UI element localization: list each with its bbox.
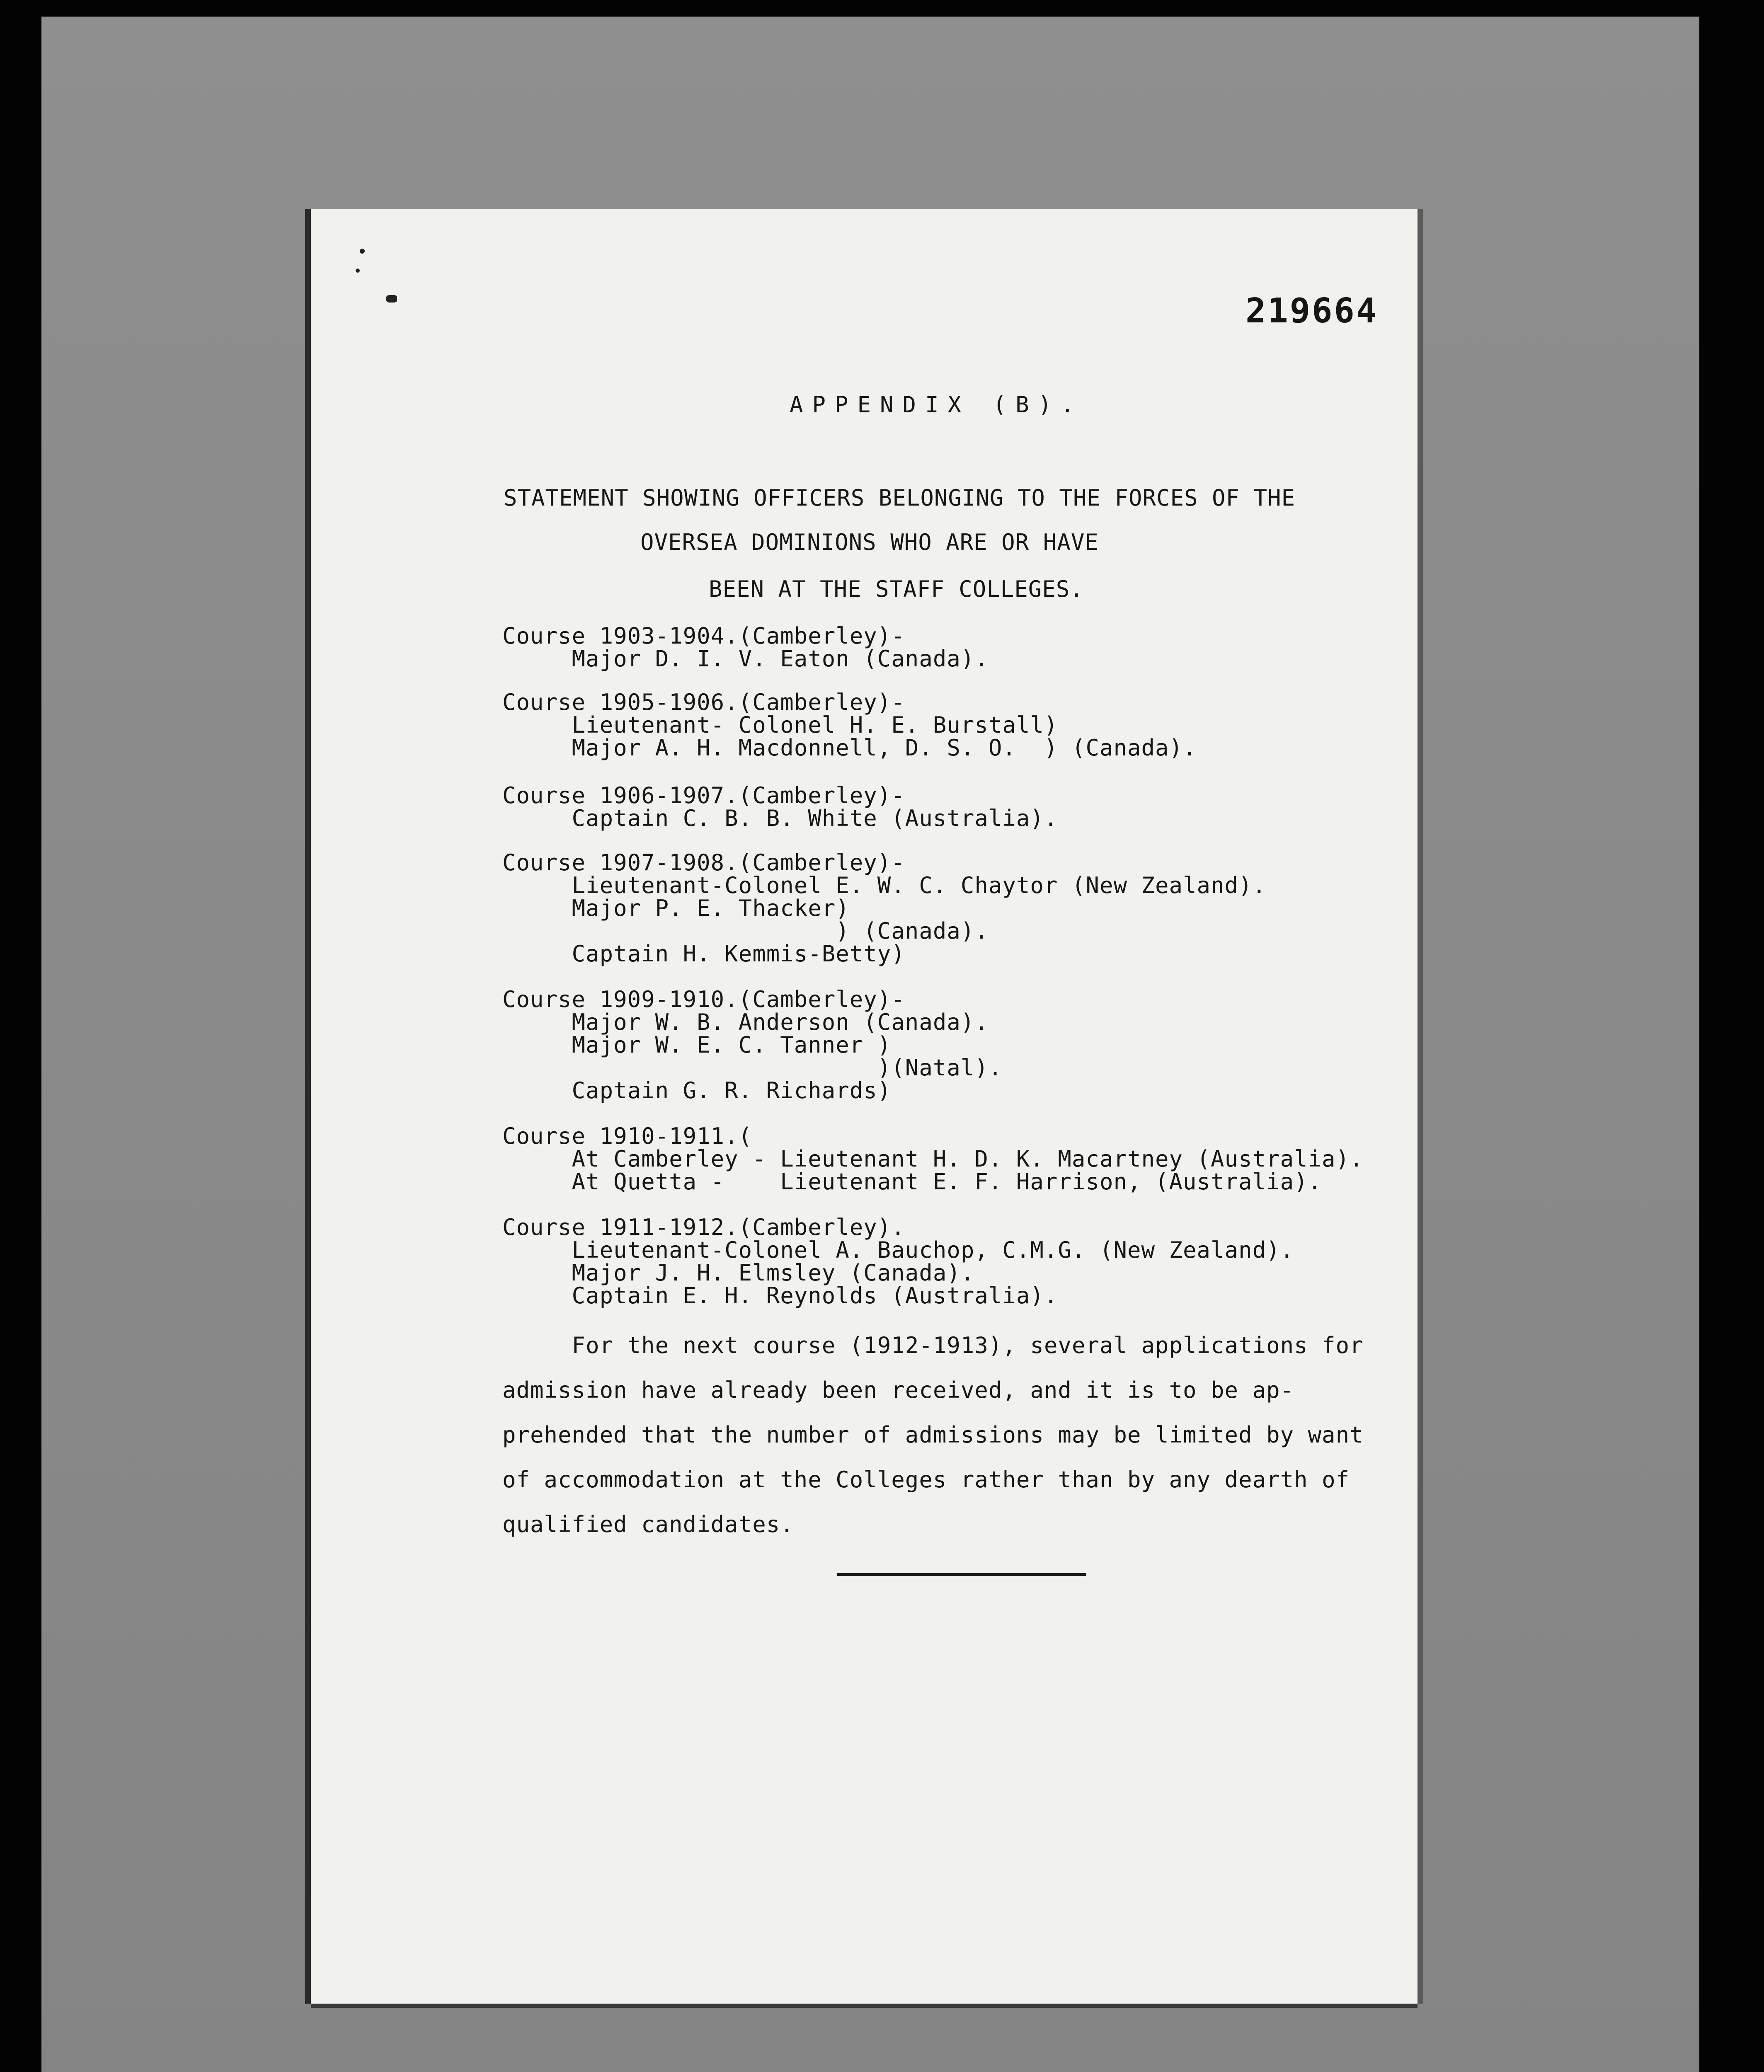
course-entry: )(Natal). [502,1055,1003,1081]
course-heading: Course 1910-1911.( [502,1123,753,1149]
statement-title-line-2: OVERSEA DOMINIONS WHO ARE OR HAVE [640,529,1099,555]
paragraph-line: qualified candidates. [502,1511,794,1537]
course-entry: Captain E. H. Reynolds (Australia). [502,1283,1058,1309]
course-entry: Captain H. Kemmis-Betty) [502,941,905,967]
course-heading: Course 1906-1907.(Camberley)- [502,782,905,808]
closing-rule [837,1573,1086,1576]
course-heading: Course 1907-1908.(Camberley)- [502,850,905,876]
document-page [311,209,1418,2004]
statement-title-line-1: STATEMENT SHOWING OFFICERS BELONGING TO THE FORCES OF THE [504,485,1296,511]
appendix-heading: APPENDIX (B). [790,392,1083,418]
course-entry: Lieutenant-Colonel A. Bauchop, C.M.G. (New Zealand). [502,1237,1294,1263]
course-entry: Major P. E. Thacker) [502,895,850,921]
document-number: 219664 [1245,291,1379,331]
paragraph-line: prehended that the number of admissions may be limited by want [502,1422,1364,1448]
course-entry: Captain C. B. B. White (Australia). [502,805,1058,831]
course-entry: Major W. B. Anderson (Canada). [502,1009,989,1035]
mark-arrow [386,295,397,303]
course-heading: Course 1909-1910.(Camberley)- [502,986,905,1012]
course-entry: ) (Canada). [502,918,989,944]
course-heading: Course 1905-1906.(Camberley)- [502,689,905,715]
course-entry: Lieutenant-Colonel E. W. C. Chaytor (New Zealand). [502,872,1267,898]
statement-title-line-3: BEEN AT THE STAFF COLLEGES. [709,576,1084,602]
course-entry: Major W. E. C. Tanner ) [502,1032,892,1058]
paragraph-line: admission have already been received, and it is to be ap- [502,1377,1294,1403]
paragraph-line: of accommodation at the Colleges rather than by any dearth of [502,1467,1350,1493]
course-entry: At Camberley - Lieutenant H. D. K. Macartney (Australia). [502,1146,1364,1172]
mark-dot [356,269,360,273]
course-heading: Course 1903-1904.(Camberley)- [502,623,905,649]
course-entry: Major J. H. Elmsley (Canada). [502,1260,975,1286]
course-entry: Lieutenant- Colonel H. E. Burstall) [502,712,1058,738]
course-entry: Major A. H. Macdonnell, D. S. O. ) (Canada). [502,735,1197,761]
course-entry: Major D. I. V. Eaton (Canada). [502,646,989,672]
course-entry: Captain G. R. Richards) [502,1077,892,1104]
paragraph-line: For the next course (1912-1913), several applications for [502,1332,1364,1358]
course-heading: Course 1911-1912.(Camberley). [502,1214,905,1240]
mark-dot [360,249,365,254]
course-entry: At Quetta - Lieutenant E. F. Harrison, (Australia). [502,1169,1322,1195]
